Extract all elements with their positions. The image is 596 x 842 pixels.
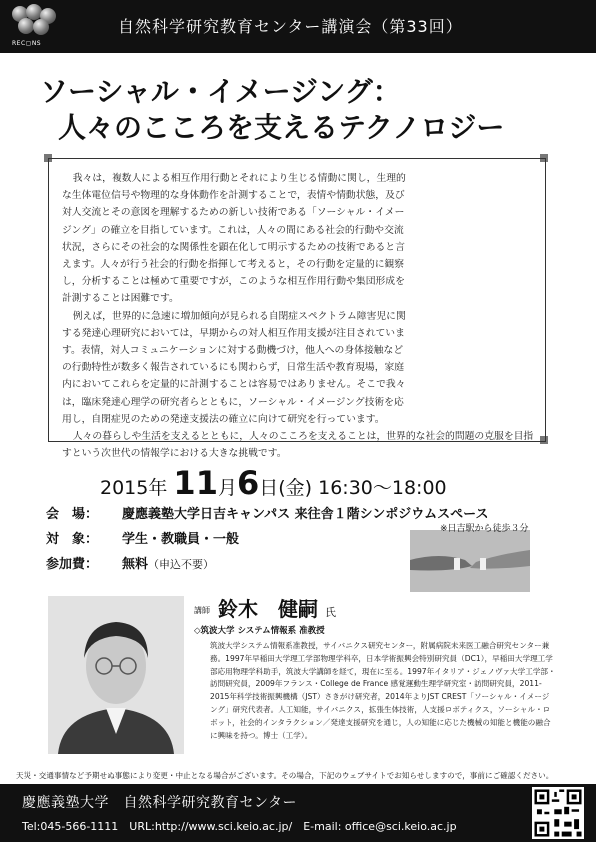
handshake-photo <box>410 530 530 592</box>
qr-code[interactable] <box>532 787 584 839</box>
footer-contact: Tel:045-566-1111 URL:http://www.sci.keio.ac.jp/ E-mail: office@sci.keio.ac.jp <box>22 820 457 833</box>
header-band <box>0 0 596 53</box>
audience-value: 学生・教職員・一般 <box>122 532 240 547</box>
fee-row <box>46 553 214 572</box>
event-year: 2015 <box>100 477 149 499</box>
month-unit: 月 <box>217 477 237 499</box>
speaker-name: 鈴木 健嗣 <box>218 597 318 621</box>
speaker-label: 講師 <box>194 606 210 615</box>
lecture-title <box>40 74 580 146</box>
footer <box>0 784 596 842</box>
audience-key: 対 象： <box>46 532 99 547</box>
abstract-paragraph-3: 人々の暮らしや生活を支えるとともに，人々のこころを支えることは，世界的な社会的問題の克服を目指すという次世代の情報学における大きな挑戦です。 <box>62 431 534 460</box>
speaker-name-line <box>218 593 336 622</box>
venue-row <box>46 503 489 522</box>
event-month: 11 <box>173 464 218 502</box>
event-time: 16:30～18:00 <box>318 477 447 499</box>
audience-row <box>46 528 239 547</box>
lecture-series-title: 自然科学研究教育センター講演会（第33回） <box>118 17 463 36</box>
recons-logo <box>8 4 58 50</box>
event-weekday: (金) <box>278 477 313 499</box>
venue-key: 会 場： <box>46 507 99 522</box>
footer-organization: 慶應義塾大学 自然科学研究教育センター <box>22 795 297 811</box>
venue-value: 慶應義塾大学日吉キャンパス 来往舎１階シンポジウムスペース <box>122 507 489 522</box>
abstract-paragraph-2: 例えば，世界的に急速に増加傾向が見られる自閉症スペクトラム障害児に関する発達心理研究においては，早期からの対人相互作用支援が注目されています。表情，対人コミュニケーションに対する動機づけ，他人への身体接触などの行動特性が数多く報告されているにも関わらず，日常生活や教育現場，家庭内においてこれらを定量的に計測することは容易ではありません。そこで我々は，臨床発達心理学の研究者らとともに，ソーシャル・イメージング技術を応用し，自閉症児のための発達支援法の確立に向けて研究を行っています。 <box>62 310 406 425</box>
fee-value: 無料 <box>122 557 149 572</box>
event-datetime <box>100 464 447 502</box>
title-line-1: ソーシャル・イメージング： <box>40 75 401 108</box>
abstract-paragraph-1: 我々は，複数人による相互作用行動とそれにより生じる情動に関し，生理的な生体電位信号や物理的な身体動作を計測することで，表情や情動状態，及び対人交流とその意図を理解するための新しい技術である「ソーシャル・イメージング」の確立を目指しています。これは，人々の間にある社会的行動や交流状況，さらにその社会的な関係性を顕在化して明示するための技術であると言えます。人々が行う社会的行動を指揮して考えると，その行動を定量的に観察し，分析することは極めて重要ですが，このような相互作用行動や集団形成を計測することは困難です。 <box>62 173 406 305</box>
speaker-photo <box>48 596 184 754</box>
speaker-bio: 筑波大学システム情報系准教授，サイバニクス研究センター，附属病院未来医工融合研究センター兼務。1997年早稲田大学理工学部物理学科卒，日本学術振興会特別研究員（DC1），早稲田大学理工学部応用物理学科助手，筑波大学講師を経て，現在に至る。1997年イタリア・ジェノヴァ大学工学部・訪問研究員，2009年フランス・College de France 感覚運動生理学研究室・訪問研究員，2011-2015年科学技術振興機構（JST）さきがけ研究者，2014年よりJST CREST「ソーシャル・イメージング」研究代表者。人工知能，サイバニクス，拡張生体技術，人支援ロボティクス，ソーシャル・ロボット，社会的インタラクション／発達支援研究を通じ，人の知能に応じた機械の知能と機能の融合に興味を持つ。博士（工学）。 <box>210 641 556 740</box>
event-day: 6 <box>236 464 260 502</box>
fee-key: 参加費： <box>46 557 99 572</box>
abstract <box>62 170 538 462</box>
day-unit: 日 <box>259 477 279 499</box>
speaker-affiliation: ◇筑波大学 システム情報系 准教授 <box>194 626 325 636</box>
year-unit: 年 <box>148 477 168 499</box>
title-line-2: 人々のこころを支えるテクノロジー <box>58 111 505 144</box>
speaker-honorific: 氏 <box>324 606 336 619</box>
fee-note: （申込不要） <box>148 558 215 571</box>
access-note: ※日吉駅から徒歩３分 <box>440 524 529 534</box>
logo-text: REC▢NS <box>12 40 42 47</box>
notice: 天災・交通事情など予期せぬ事態により変更・中止となる場合がございます。その場合，下記のウェブサイトでお知らせしますので，事前にご確認ください。 <box>16 771 554 780</box>
